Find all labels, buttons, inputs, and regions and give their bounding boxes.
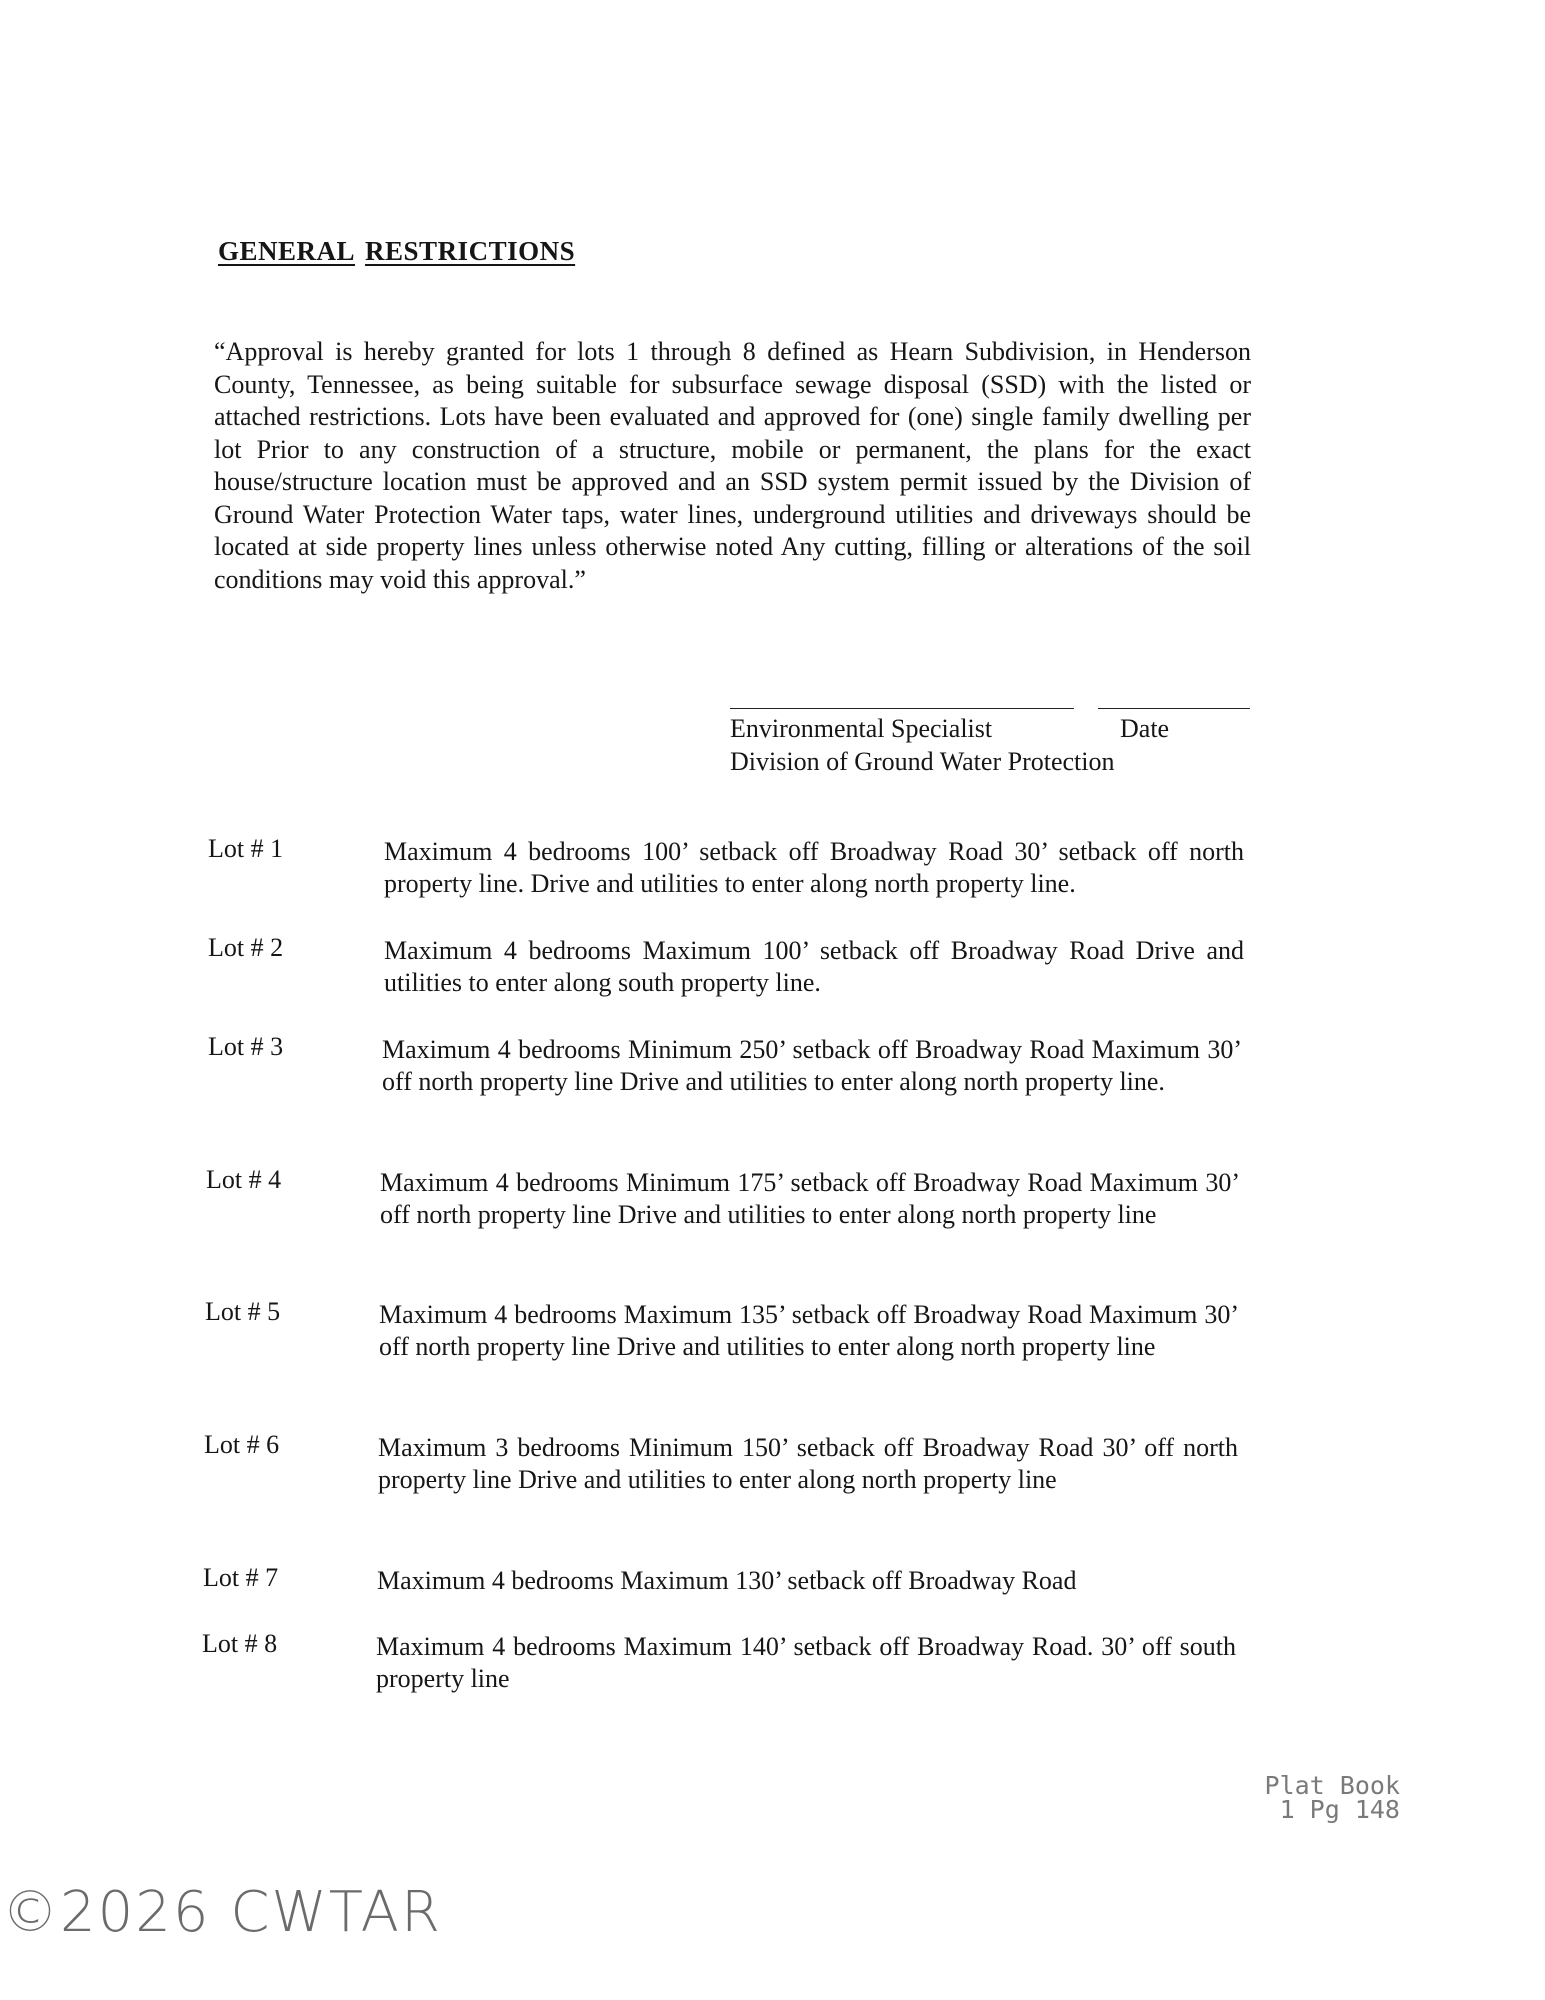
lot-label: Lot # 8 — [202, 1629, 278, 1658]
date-line — [1098, 708, 1250, 709]
lot-label: Lot # 6 — [204, 1430, 280, 1459]
approval-paragraph: “Approval is hereby granted for lots 1 through 8 defined as Hearn Subdivision, in Henderson County, Tennessee, as being suitable for subsurface sewage disposal (SSD) with the listed or attached restrictions. Lots have been evaluated and approved for (one) single family dwelling per lot Prior to any construction of a structure, mobile or permanent, the plans for the exact house/structure location must be approved and an SSD system permit issued by the Division of Ground Water Protection Water taps, water lines, underground utilities and driveways should be located at side property lines unless otherwise noted Any cutting, filling or alterations of the soil conditions may void this approval.” — [214, 337, 1251, 594]
signature-division: Division of Ground Water Protection — [730, 747, 1115, 776]
lot-label: Lot # 4 — [206, 1165, 282, 1194]
lot-label: Lot # 3 — [208, 1032, 284, 1061]
lot-text: Maximum 3 bedrooms Minimum 150’ setback off Broadway Road 30’ off north property line Drive and utilities to enter along north property line — [378, 1433, 1238, 1494]
plat-book-stamp — [1205, 1771, 1400, 1824]
signature-line — [730, 708, 1074, 709]
lot-text: Maximum 4 bedrooms Minimum 250’ setback off Broadway Road Maximum 30’ off north property line Drive and utilities to enter along north property line. — [382, 1035, 1242, 1096]
lot-label: Lot # 1 — [208, 834, 284, 863]
signature-title: Environmental Specialist — [730, 714, 993, 743]
signature-block — [730, 712, 1200, 778]
stamp-line-1: Plat Book — [1264, 1771, 1400, 1800]
lot-text: Maximum 4 bedrooms Maximum 130’ setback off Broadway Road — [377, 1566, 1077, 1595]
section-heading — [218, 236, 575, 267]
heading-word-general: GENERAL — [218, 236, 356, 266]
lot-text: Maximum 4 bedrooms Minimum 175’ setback off Broadway Road Maximum 30’ off north property line Drive and utilities to enter along north property line — [380, 1168, 1240, 1229]
copyright-watermark: ©2026 CWTAR — [2, 1880, 442, 1945]
stamp-line-2: 1 Pg 148 — [1279, 1795, 1400, 1824]
date-label: Date — [1120, 714, 1170, 743]
lot-text: Maximum 4 bedrooms Maximum 135’ setback off Broadway Road Maximum 30’ off north property line Drive and utilities to enter along north property line — [379, 1300, 1239, 1361]
lot-label: Lot # 5 — [205, 1297, 281, 1326]
heading-word-restrictions: RESTRICTIONS — [365, 236, 576, 266]
lot-text: Maximum 4 bedrooms Maximum 100’ setback off Broadway Road Drive and utilities to enter along south property line. — [384, 936, 1244, 997]
lot-label: Lot # 7 — [203, 1563, 279, 1592]
lot-label: Lot # 2 — [208, 933, 284, 962]
lot-text: Maximum 4 bedrooms 100’ setback off Broadway Road 30’ setback off north property line. Drive and utilities to enter along north property line. — [384, 837, 1244, 898]
lot-text: Maximum 4 bedrooms Maximum 140’ setback off Broadway Road. 30’ off south property line — [376, 1632, 1236, 1693]
